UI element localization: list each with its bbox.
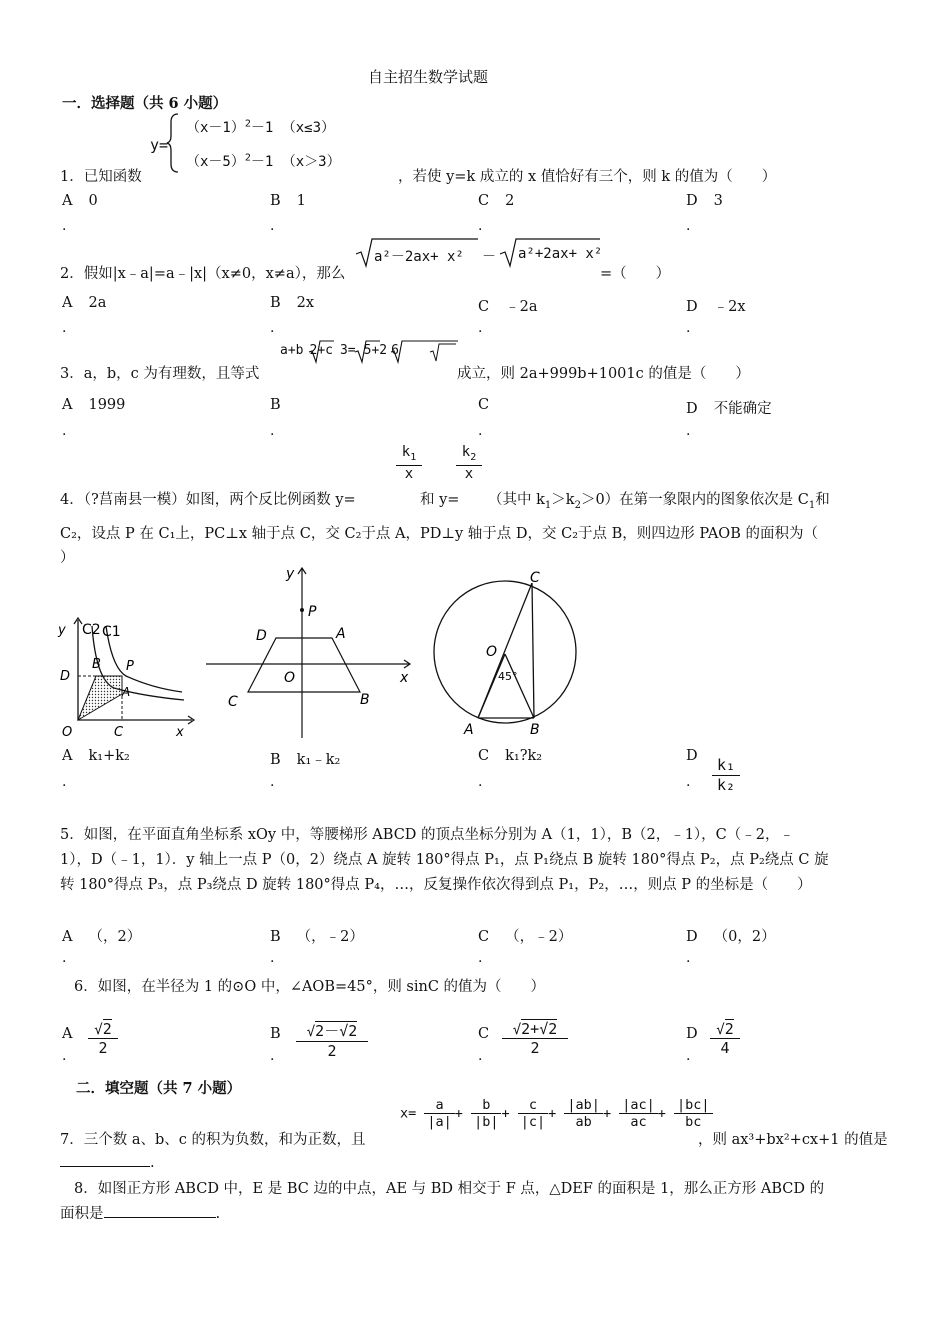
section-heading-fill: 二．填空题（共 7 小题） xyxy=(76,1080,242,1097)
fig3-label-c: C xyxy=(530,570,540,586)
fig1-label-x: x xyxy=(176,725,184,740)
fig2-trapezoid xyxy=(248,638,360,692)
q5-line3: 转 180°得点 P₃，点 P₃绕点 D 旋转 180°得点 P₄，…，反复操作依次得到点 P₁，P₂，…，则点 P 的坐标是（ ） xyxy=(60,877,812,893)
q5-option-a[interactable]: A （，2） xyxy=(62,929,142,945)
fig1-label-y: y xyxy=(58,623,66,638)
fig1-label-d: D xyxy=(60,669,71,684)
q2-minus: － xyxy=(482,249,496,265)
fig1-shaded-quad xyxy=(78,676,122,720)
fig1-label-c1: C1 xyxy=(102,624,121,640)
q6-option-c[interactable]: C xyxy=(478,1026,490,1042)
figure-circle xyxy=(430,566,582,738)
q4-option-b-dot: . xyxy=(270,774,275,790)
q7-expression: x= $\frac{a}{|a|}$ + $\frac{b}{|b|}$ + $\frac{c}{|c|}$ + $\frac{|ab|}{ab}$ + $\frac{|ac|}{ac}$ + $\frac{|bc|}{bc}$ xyxy=(400,1097,713,1130)
q1-option-a-dot: . xyxy=(62,218,67,234)
q1-option-d-dot: . xyxy=(686,218,691,234)
q2-option-b-dot: . xyxy=(270,320,275,336)
fig2-point-p xyxy=(300,608,304,612)
q4-option-c-dot: . xyxy=(478,774,483,790)
fig1-label-b: B xyxy=(92,657,101,672)
q6-option-b-dot: . xyxy=(270,1048,275,1064)
q4-option-b[interactable]: B k₁﹣k₂ xyxy=(270,752,341,768)
q6-option-c-dot: . xyxy=(478,1048,483,1064)
q5-line1: 5．如图，在平面直角坐标系 xOy 中，等腰梯形 ABCD 的顶点坐标分别为 A（1，1），B（2，﹣1），C（﹣2，﹣ xyxy=(60,827,794,843)
q3-option-d[interactable]: D 不能确定 xyxy=(686,401,772,417)
q6-option-d-dot: . xyxy=(686,1048,691,1064)
q7-answer-blank[interactable] xyxy=(60,1152,150,1167)
q2-prefix: 2．假如|x﹣a|=a﹣|x|（x≠0，x≠a），那么 xyxy=(60,266,346,282)
q1-fn-lhs: y= xyxy=(150,136,169,154)
q1-prefix: 1．已知函数 xyxy=(60,169,142,185)
q7-prefix: 7．三个数 a、b、c 的积为负数，和为正数，且 xyxy=(60,1132,366,1148)
q5-option-b[interactable]: B （，﹣2） xyxy=(270,929,364,945)
q7-suffix: ，则 ax³+bx²+cx+1 的值是 xyxy=(698,1132,888,1148)
q3-option-d-dot: . xyxy=(686,423,691,439)
fig1-label-o: O xyxy=(62,725,73,740)
q2-option-a-dot: . xyxy=(62,320,67,336)
q1-option-b-dot: . xyxy=(270,218,275,234)
page-title: 自主招生数学试题 xyxy=(368,68,489,86)
q4-line1-start: 4．（?莒南县一模）如图，两个反比例函数 y= xyxy=(60,492,356,508)
q6-option-a-fraction: √2 2 xyxy=(88,1020,118,1057)
fig2-label-x: x xyxy=(400,670,409,686)
q6-option-d-fraction: √2 4 xyxy=(710,1020,740,1057)
fig2-label-b: B xyxy=(360,692,370,708)
q1-option-c-dot: . xyxy=(478,218,483,234)
q1-suffix: ，若使 y=k 成立的 x 值恰好有三个，则 k 的值为（ ） xyxy=(398,169,777,185)
q1-brace xyxy=(166,112,180,174)
fig2-label-y: y xyxy=(286,566,295,582)
q5-option-b-dot: . xyxy=(270,950,275,966)
fig2-label-a: A xyxy=(336,626,346,642)
q3-option-a-dot: . xyxy=(62,423,67,439)
q8-line2: 面积是 . xyxy=(60,1202,220,1223)
q1-option-b[interactable]: B 1 xyxy=(270,193,306,209)
fig3-label-a: A xyxy=(464,722,474,738)
q8-answer-blank[interactable] xyxy=(104,1203,216,1218)
q6-option-d[interactable]: D xyxy=(686,1026,698,1042)
q1-case1: $(x-1)^2-1$ （x≤3） xyxy=(186,118,336,136)
fig1-label-p: P xyxy=(126,659,134,674)
q3-equation: a+b 2+c 3= 5+2 6 xyxy=(280,343,399,358)
q2-radicand-2: a²+2ax+ x² xyxy=(518,246,603,262)
q5-option-a-dot: . xyxy=(62,950,67,966)
q6-text: 6．如图，在半径为 1 的⊙O 中，∠AOB=45°，则 sinC 的值为（ ） xyxy=(74,979,546,995)
fig2-label-o: O xyxy=(284,670,296,686)
q3-suffix: 成立，则 2a+999b+1001c 的值是（ ） xyxy=(457,366,750,382)
q4-option-a[interactable]: A k₁+k₂ xyxy=(62,748,130,764)
section-heading-choice: 一．选择题（共 6 小题） xyxy=(62,95,228,112)
q3-option-b-dot: . xyxy=(270,423,275,439)
fig2-label-d: D xyxy=(256,628,267,644)
q5-option-c[interactable]: C （，﹣2） xyxy=(478,929,573,945)
q3-option-a[interactable]: A 1999 xyxy=(62,397,126,413)
q1-case2: $(x-5)^2-1$ （x＞3） xyxy=(186,152,341,170)
fig1-label-a: A xyxy=(122,685,131,699)
q4-line1-end: （其中 $k_1>k_2>0$）在第一象限内的图象依次是 $C_1$和 xyxy=(488,492,830,511)
fig2-label-c: C xyxy=(228,694,238,710)
q8-line1: 8．如图正方形 ABCD 中，E 是 BC 边的中点，AE 与 BD 相交于 F 点，△DEF 的面积是 1，那么正方形 ABCD 的 xyxy=(74,1181,825,1197)
q2-option-c-dot: . xyxy=(478,320,483,336)
fig3-label-b: B xyxy=(530,722,540,738)
q2-option-c[interactable]: C ﹣2a xyxy=(478,299,538,315)
q3-option-c[interactable]: C xyxy=(478,397,490,413)
q5-option-d[interactable]: D （0，2） xyxy=(686,929,776,945)
q6-option-a[interactable]: A xyxy=(62,1026,73,1042)
q4-line2: C₂，设点 P 在 C₁上，PC⊥x 轴于点 C，交 C₂于点 A，PD⊥y 轴于点 D，交 C₂于点 B，则四边形 PAOB 的面积为（ xyxy=(60,526,818,542)
q2-radicand-1: a²－2ax+ x² xyxy=(374,249,464,265)
figure-trapezoid xyxy=(204,562,420,742)
q2-option-d[interactable]: D ﹣2x xyxy=(686,299,746,315)
q6-option-c-fraction: √2+√2 2 xyxy=(502,1020,568,1057)
q6-option-b-fraction: √2－√2 2 xyxy=(296,1020,368,1060)
q2-option-d-dot: . xyxy=(686,320,691,336)
q6-option-a-dot: . xyxy=(62,1048,67,1064)
q4-option-c[interactable]: C k₁?k₂ xyxy=(478,748,543,764)
q4-and: 和 y= xyxy=(420,492,460,508)
fig2-label-p: P xyxy=(308,604,317,620)
q4-frac2: $k_2$ x xyxy=(456,444,482,482)
figure-inverse-proportion xyxy=(52,612,200,740)
q4-option-d[interactable]: D xyxy=(686,748,698,764)
q4-line3: ） xyxy=(60,550,75,566)
q1-option-c[interactable]: C 2 xyxy=(478,193,515,209)
fig1-label-c2: C2 xyxy=(82,622,101,638)
q6-option-b[interactable]: B xyxy=(270,1026,281,1042)
q3-prefix: 3．a，b，c 为有理数，且等式 xyxy=(60,366,260,382)
q1-option-d[interactable]: D 3 xyxy=(686,193,723,209)
q4-option-d-fraction: k₁ k₂ xyxy=(712,756,740,794)
q5-line2: 1），D（﹣1，1）．y 轴上一点 P（0，2）绕点 A 旋转 180°得点 P₁，点 P₁绕点 B 旋转 180°得点 P₂，点 P₂绕点 C 旋 xyxy=(60,852,829,868)
q5-option-d-dot: . xyxy=(686,950,691,966)
q7-answer-line[interactable]: . xyxy=(60,1152,155,1171)
q4-option-a-dot: . xyxy=(62,774,67,790)
q2-suffix: =（ ） xyxy=(600,266,671,282)
q2-option-a[interactable]: A 2a xyxy=(62,295,107,311)
q5-option-c-dot: . xyxy=(478,950,483,966)
fig1-label-c: C xyxy=(114,725,124,740)
q3-option-c-dot: . xyxy=(478,423,483,439)
fig3-label-angle: 45° xyxy=(498,670,518,683)
q1-option-a[interactable]: A 0 xyxy=(62,193,98,209)
q4-frac1: $k_1$ x xyxy=(396,444,422,482)
q2-option-b[interactable]: B 2x xyxy=(270,295,315,311)
fig3-label-o: O xyxy=(486,644,498,660)
q4-option-d-dot: . xyxy=(686,774,691,790)
q3-option-b[interactable]: B xyxy=(270,397,281,413)
